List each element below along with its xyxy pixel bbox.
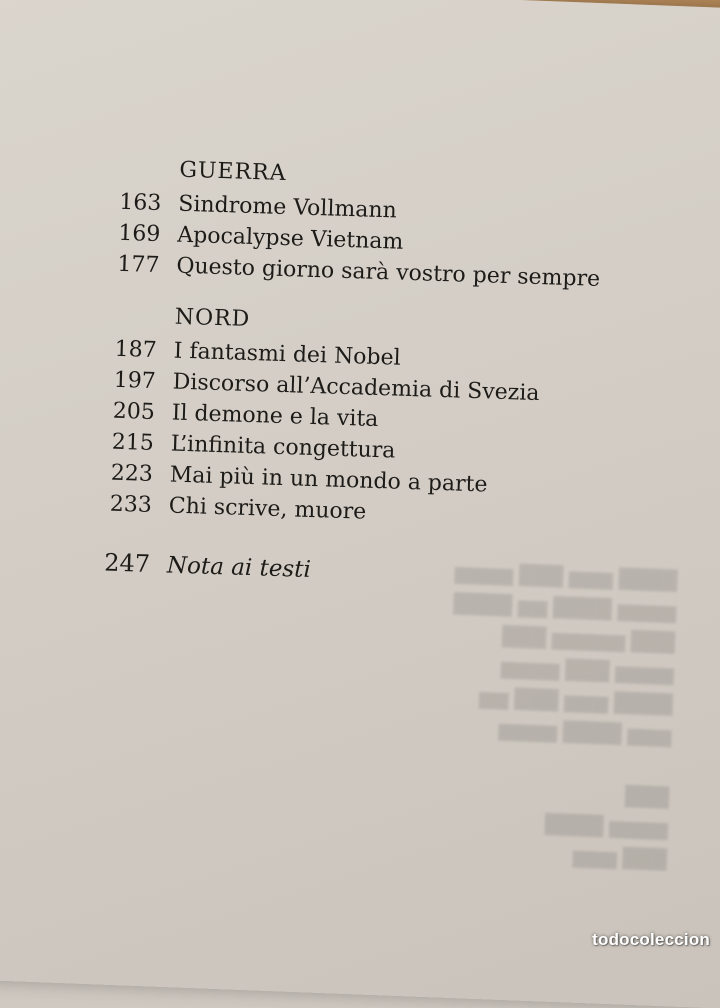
show-through-text: ████ ▆▆▆ ███ ▆▆▆▆ ▆▆▆▆ ████ ▆▆ ████ ███ ▆▆▆▆▆ ███ ▆▆▆▆ ███ ▆▆▆▆ ████ ▆▆▆ ███ ▆▆ ▆▆▆ ████ ▆▆▆▆ ███ ▆▆▆▆ ████ ███ ▆▆▆ xyxy=(453,561,678,872)
chapter-title: Il demone e la vita xyxy=(171,400,379,433)
page-number: 187 xyxy=(114,336,158,364)
chapter-title: I fantasmi dei Nobel xyxy=(173,338,402,371)
page-number: 223 xyxy=(110,460,154,487)
chapter-title: L’infinita congettura xyxy=(170,431,396,464)
section-title-guerra: GUERRA xyxy=(179,157,287,187)
chapter-title: Mai più in un mondo a parte xyxy=(169,462,488,498)
chapter-title: Apocalypse Vietnam xyxy=(176,222,404,255)
watermark-logo: todocoleccion xyxy=(592,930,710,949)
page-number: 233 xyxy=(109,491,153,518)
page-number: 197 xyxy=(113,367,157,395)
table-of-contents xyxy=(82,150,675,596)
page-number: 177 xyxy=(117,251,160,279)
section-title-nord: NORD xyxy=(174,304,251,332)
chapter-title: Chi scrive, muore xyxy=(168,493,367,525)
page-number: 247 xyxy=(103,548,151,578)
chapter-title: Nota ai testi xyxy=(166,552,312,583)
chapter-title: Discorso all’Accademia di Svezia xyxy=(172,369,540,407)
page-number: 169 xyxy=(118,220,161,248)
page-number: 215 xyxy=(111,429,155,456)
chapter-title: Questo giorno sarà vostro per sempre xyxy=(176,253,601,292)
page-number: 205 xyxy=(112,398,156,426)
chapter-title: Sindrome Vollmann xyxy=(177,191,398,224)
page-number: 163 xyxy=(118,189,162,217)
